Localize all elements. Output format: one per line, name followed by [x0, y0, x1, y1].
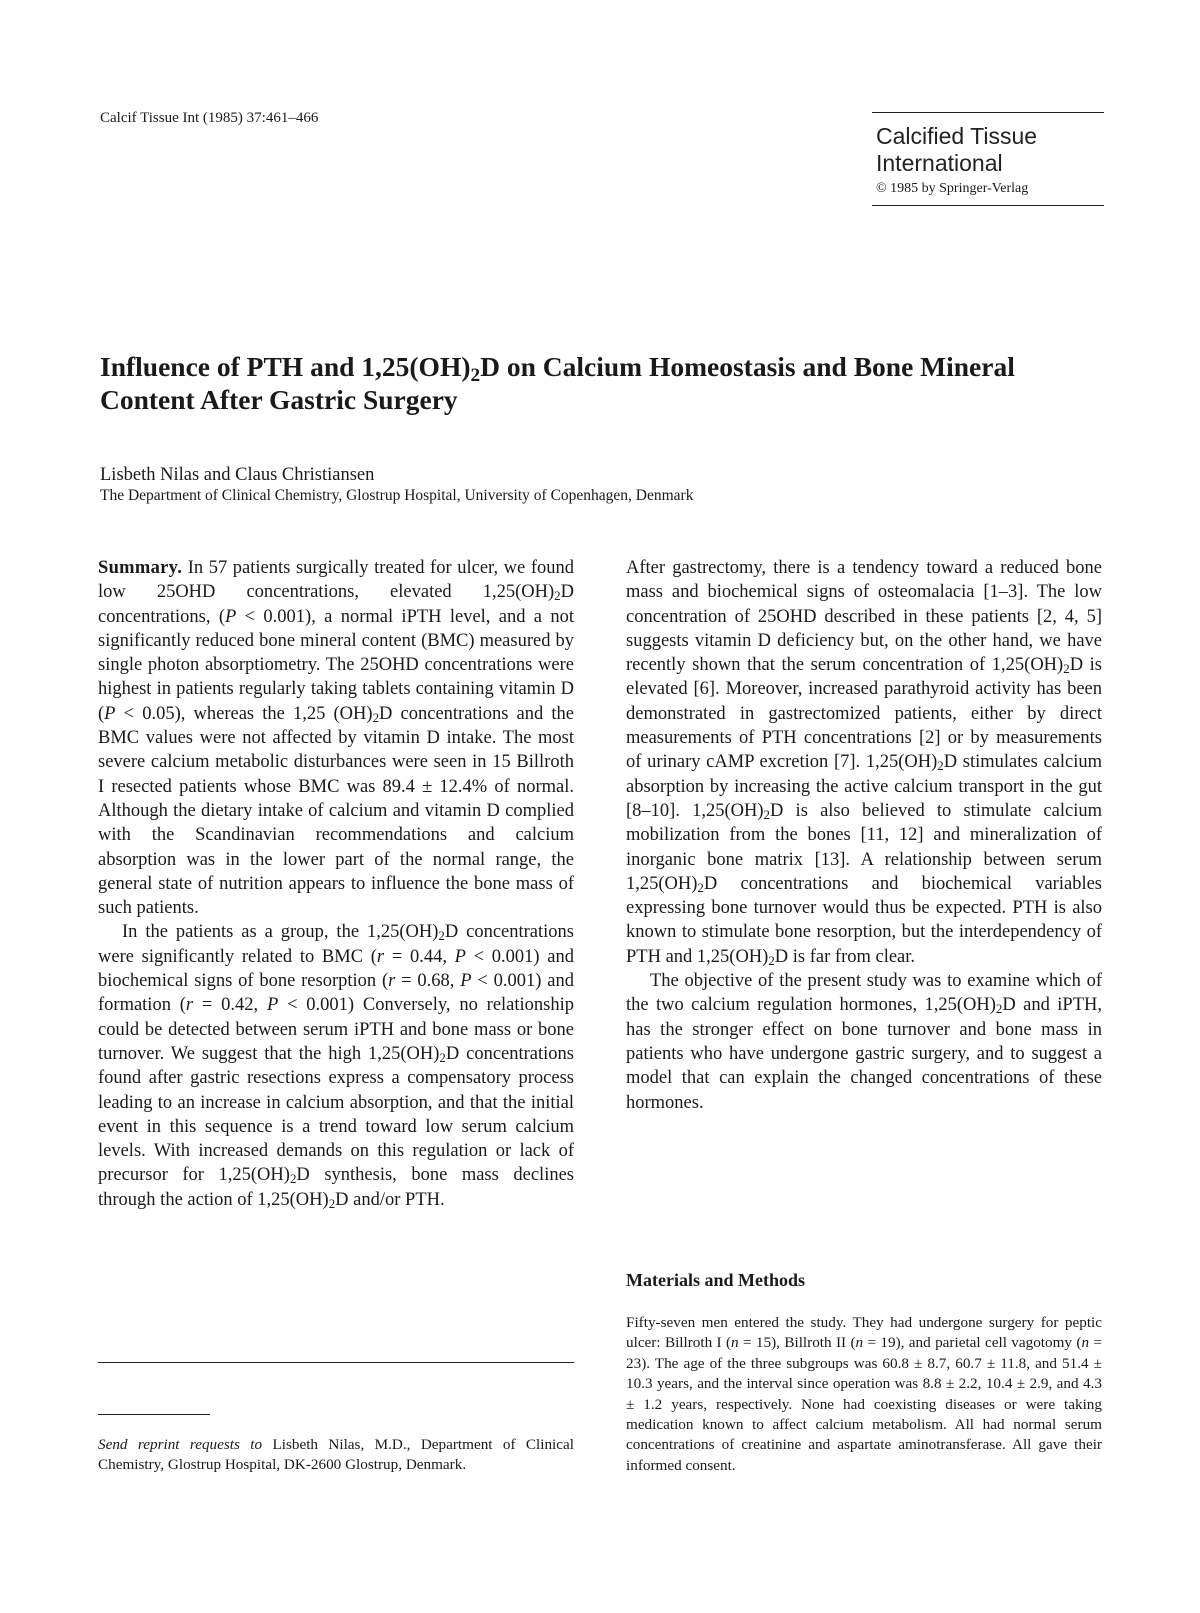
column-end-divider — [98, 1362, 574, 1363]
copyright-notice: © 1985 by Springer-Verlag — [876, 181, 1029, 196]
article-title: Influence of PTH and $1,25(OH)_2D$ on Calcium Homeostasis and Bone Mineral Content After Gastric Surgery — [100, 351, 1015, 415]
journal-name-line1: Calcified Tissue — [876, 123, 1038, 149]
footnote-divider — [98, 1414, 210, 1415]
summary-paragraph-2: In the patients as a group, the $1,25(OH)_2D$ concentrations were significantly related to BMC (r = 0.44, P < 0.001) and biochemical signs of bone resorption (r = 0.68, P < 0.001) and formation (r = 0.42, P < 0.001) Conversely, no relationship could be detected between serum iPTH and bone mass or bone turnover. We suggest that the high $1,25(OH)_2D$ concentrations found after gastric resections express a compensatory process leading to an increase in calcium absorption, and that the initial event in this sequence is a trend toward low serum calcium levels. With increased demands on this regulation or lack of precursor for $1,25(OH)_2D$ synthesis, bone mass declines through the action of $1,25(OH)_2D$ and/or PTH. — [98, 922, 574, 1211]
journal-name-line2: International — [876, 150, 1003, 176]
methods-text — [626, 1313, 1102, 1476]
intro-paragraph-1: After gastrectomy, there is a tendency toward a reduced bone mass and biochemical signs of osteomalacia [1–3]. The low concentration of 25OHD described in these patients [2, 4, 5] suggests vitamin D deficiency but, on the other hand, we have recently shown that the serum concentration of $1,25(OH)_2D$ is elevated [6]. Moreover, increased parathyroid activity has been demonstrated in gastrectomized patients, either by direct measurements of PTH concentrations [2] or by measurements of urinary cAMP excretion [7]. $1,25(OH)_2D$ stimulates calcium absorption by increasing the active calcium transport in the gut [8–10]. $1,25(OH)_2D$ is also believed to stimulate calcium mobilization from the bones [11, 12] and mineralization of inorganic bone matrix [13]. A relationship between serum $1,25(OH)_2D$ concentrations and biochemical variables expressing bone turnover would thus be expected. PTH is also known to stimulate bone resorption, but the interdependency of PTH and $1,25(OH)_2D$ is far from clear. — [626, 558, 1102, 968]
methods-paragraph: Fifty-seven men entered the study. They had undergone surgery for peptic ulcer: Billroth I (n = 15), Billroth II (n = 19), and parietal cell vagotomy (n = 23). The age of the three subgroups was 60.8 ± 8.7, 60.7 ± 11.8, and 51.4 ± 10.3 years, and the interval since operation was 8.8 ± 2.2, 10.4 ± 2.9, and 4.3 ± 1.2 years, respectively. None had coexisting diseases or were taking medication known to affect calcium metabolism. All had normal serum concentrations of creatinine and aspartate aminotransferase. All gave their informed consent. — [626, 1314, 1102, 1474]
footnote-lead: Send reprint requests to — [98, 1436, 263, 1453]
summary-heading: Summary. — [98, 558, 183, 578]
summary-column — [98, 556, 574, 1212]
journal-masthead — [872, 112, 1104, 206]
methods-heading: Materials and Methods — [626, 1270, 805, 1290]
introduction-column — [626, 556, 1102, 1115]
summary-paragraph-1: Summary. In 57 patients surgically treated for ulcer, we found low 25OHD concentrations, elevated $1,25(OH)_2D$ concentrations, (P < 0.001), a normal iPTH level, and a not significantly reduced bone mineral content (BMC) measured by single photon absorptiometry. The 25OHD concentrations were highest in patients regularly taking tablets containing vitamin D (P < 0.05), whereas the 1,25 $(OH)_2D$ concentrations and the BMC values were not affected by vitamin D intake. The most severe calcium metabolic disturbances were seen in 15 Billroth I resected patients whose BMC was 89.4 ± 12.4% of normal. Although the dietary intake of calcium and vitamin D complied with the Scandinavian recommendations and calcium absorption was in the lower part of the normal range, the general state of nutrition appears to influence the bone mass of such patients. — [98, 558, 575, 919]
intro-paragraph-2: The objective of the present study was to examine which of the two calcium regulation hormones, $1,25(OH)_2D$ and iPTH, has the stronger effect on bone turnover and bone mass in patients who have undergone gastric surgery, and to suggest a model that can explain the changed concentrations of these hormones. — [626, 971, 1102, 1113]
author-affiliation: The Department of Clinical Chemistry, Glostrup Hospital, University of Copenhagen, Denmark — [100, 487, 694, 504]
reprint-footnote: Send reprint requests to Lisbeth Nilas, M.D., Department of Clinical Chemistry, Glostrup Hospital, DK-2600 Glostrup, Denmark. — [98, 1436, 574, 1474]
article-authors: Lisbeth Nilas and Claus Christiansen — [100, 465, 375, 485]
journal-citation: Calcif Tissue Int (1985) 37:461–466 — [100, 110, 319, 126]
